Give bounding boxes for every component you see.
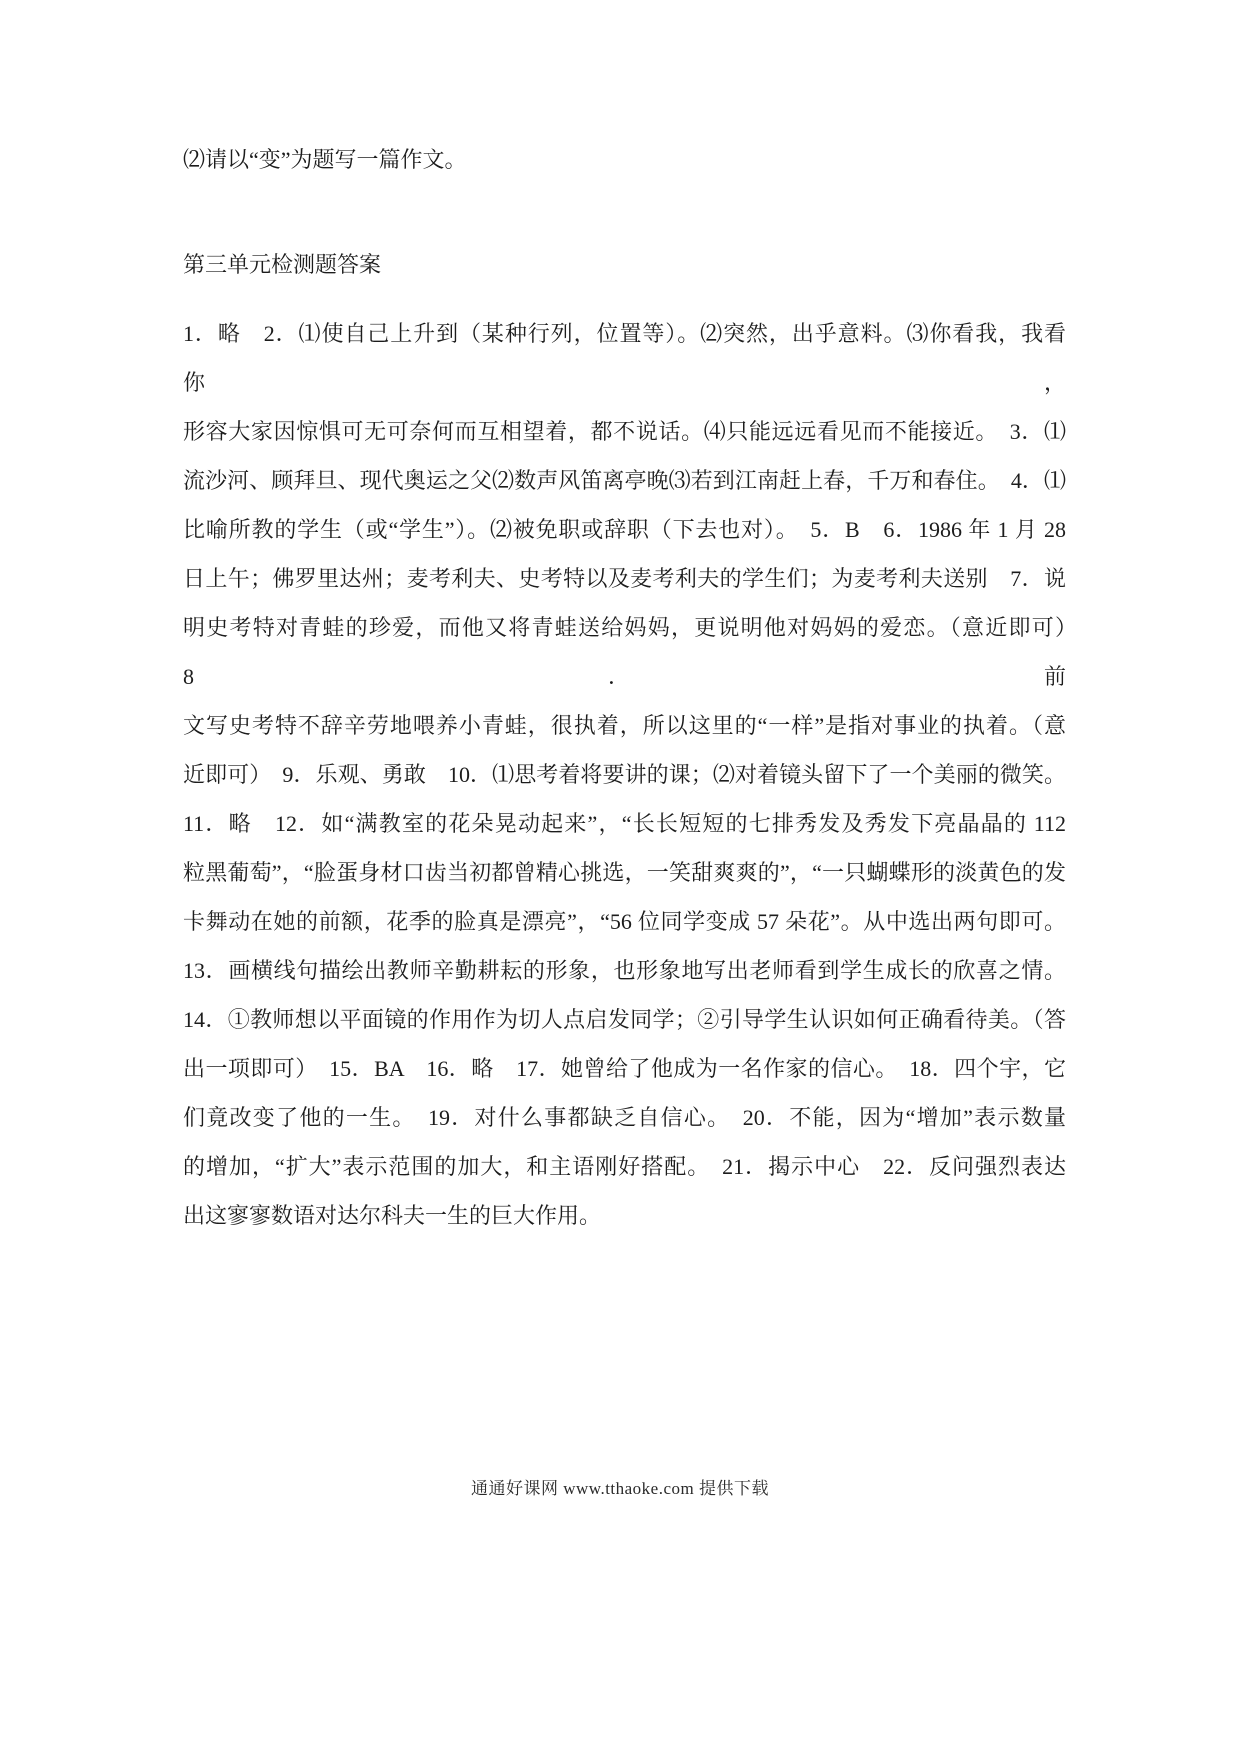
- answer-line: 的增加，“扩大”表示范围的加大，和主语刚好搭配。 21．揭示中心 22．反问强烈表达: [183, 1154, 1066, 1179]
- answer-line: 1．略 2．⑴使自己上升到（某种行列，位置等）。⑵突然，出乎意料。⑶你看我，我看你，: [183, 321, 1066, 395]
- answer-line: 出一项即可） 15．BA 16．略 17．她曾给了他成为一名作家的信心。 18．四个宇，它: [183, 1056, 1066, 1081]
- answer-line: 文写史考特不辞辛劳地喂养小青蛙，很执着，所以这里的“一样”是指对事业的执着。（意: [183, 713, 1066, 738]
- answer-line: 13．画横线句描绘出教师辛勤耕耘的形象，也形象地写出老师看到学生成长的欣喜之情。: [183, 958, 1066, 983]
- answer-line: 明史考特对青蛙的珍爱，而他又将青蛙送给妈妈，更说明他对妈妈的爱恋。（意近即可） 8．前: [183, 615, 1089, 689]
- answer-line: 11．略 12．如“满教室的花朵晃动起来”，“长长短短的七排秀发及秀发下亮晶晶的 112: [183, 811, 1066, 836]
- answer-line: 流沙河、顾拜旦、现代奥运之父⑵数声风笛离亭晚⑶若到江南赶上春，千万和春住。 4．⑴: [183, 468, 1066, 493]
- answer-line: 14．①教师想以平面镜的作用作为切人点启发同学；②引导学生认识如何正确看待美。（答: [183, 1007, 1066, 1032]
- answer-line: 比喻所教的学生（或“学生”）。⑵被免职或辞职（下去也对）。 5．B 6．1986 年 1 月 28: [183, 517, 1066, 542]
- essay-prompt-line: ⑵请以“变”为题写一篇作文。: [183, 147, 467, 172]
- answer-line: 近即可） 9．乐观、勇敢 10．⑴思考着将要讲的课；⑵对着镜头留下了一个美丽的微笑。: [183, 762, 1066, 787]
- footer-download-credit: 通通好课网 www.tthaoke.com 提供下载: [470, 1479, 770, 1498]
- answers-section-heading: 第三单元检测题答案: [183, 252, 382, 277]
- answer-line: 出这寥寥数语对达尔科夫一生的巨大作用。: [183, 1203, 602, 1228]
- answer-line: 形容大家因惊惧可无可奈何而互相望着，都不说话。⑷只能远远看见而不能接近。 3．⑴: [183, 419, 1066, 444]
- answer-line: 们竟改变了他的一生。 19．对什么事都缺乏自信心。 20．不能，因为“增加”表示数量: [183, 1105, 1066, 1130]
- answers-paragraph: [183, 309, 1089, 1240]
- answer-line: 日上午；佛罗里达州；麦考利夫、史考特以及麦考利夫的学生们；为麦考利夫送别 7．说: [183, 566, 1066, 591]
- answer-line: 卡舞动在她的前额，花季的脸真是漂亮”，“56 位同学变成 57 朵花”。从中选出两句即可。: [183, 909, 1066, 934]
- answer-line: 粒黑葡萄”，“脸蛋身材口齿当初都曾精心挑选，一笑甜爽爽的”，“一只蝴蝶形的淡黄色的发: [183, 860, 1066, 885]
